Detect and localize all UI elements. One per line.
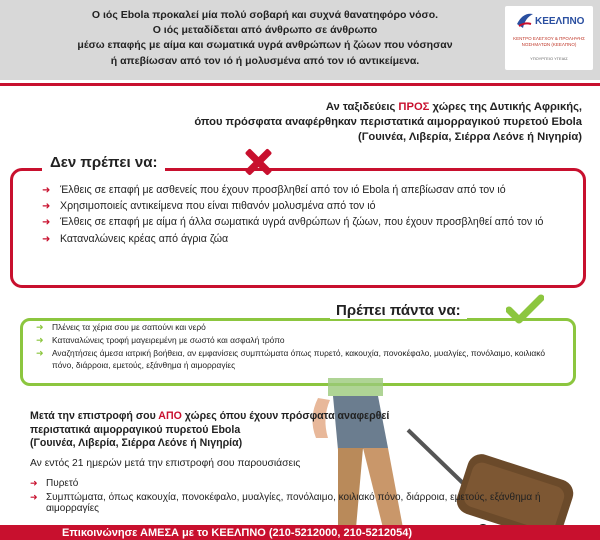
contact-text: Επικοινώνησε ΑΜΕΣΑ με το ΚΕΕΛΠΝΟ (210-5212000, 210-5212054) xyxy=(62,527,413,539)
list-item: ➜ Χρησιμοποιείς αντικείμενα που είναι πιθανόν μολυσμένα από τον ιό xyxy=(42,200,562,213)
list-item: ➜ Έλθεις σε επαφή με ασθενείς που έχουν προσβληθεί από τον ιό Ebola ή απεβίωσαν από τον ιό xyxy=(42,184,562,197)
dos-title: Πρέπει πάντα να: xyxy=(330,302,467,319)
donts-title: Δεν πρέπει να: xyxy=(42,154,165,171)
header-line: Ο ιός μεταδίδεται από άνθρωπο σε άνθρωπο xyxy=(152,24,378,37)
checkmark-icon xyxy=(506,294,544,324)
logo-ministry: ΥΠΟΥΡΓΕΙΟ ΥΓΕΙΑΣ xyxy=(530,56,568,61)
keelpno-logo xyxy=(505,6,593,70)
intro-emphasis: ΠΡΟΣ xyxy=(398,101,430,113)
intro-suffix: χώρες της Δυτικής Αφρικής, xyxy=(429,101,582,113)
bird-logo-icon xyxy=(515,10,535,32)
contact-footer xyxy=(0,525,600,540)
list-item: ➜ Συμπτώματα, όπως κακουχία, πονοκέφαλο, μυαλγίες, πονόλαιμο, κοιλιακό πόνο, διάρροια, εμετούς, εξάνθημα ή αιμορραγίες xyxy=(30,492,550,515)
header-banner xyxy=(0,0,600,80)
return-suffix: χώρες όπου έχουν πρόσφατα αναφερθεί xyxy=(181,410,390,422)
header-line: μέσω επαφής με αίμα και σωματικά υγρά ανθρώπων ή ζώων που νόσησαν xyxy=(77,39,453,52)
header-line: ή απεβίωσαν από τον ιό ή μολυσμένα από τον ιό αντικείμενα. xyxy=(110,54,420,67)
symptoms-list xyxy=(30,478,550,517)
intro-prefix: Αν ταξιδεύεις xyxy=(325,101,399,113)
list-item: ➜ Έλθεις σε επαφή με αίμα ή άλλα σωματικά υγρά ανθρώπων ή ζώων, που έχουν προσβληθεί από τον ιό xyxy=(42,216,562,229)
return-line-2: περιστατικά αιμορραγικού πυρετού Ebola xyxy=(30,423,241,436)
logo-name: ΚΕΕΛΠΝΟ xyxy=(535,16,585,27)
list-item: ➜ Πυρετό xyxy=(30,478,550,490)
return-section-heading xyxy=(30,410,410,451)
cross-icon xyxy=(244,148,272,176)
list-item: ➜ Αναζητήσεις άμεσα ιατρική βοήθεια, αν εμφανίσεις συμπτώματα όπως πυρετό, κακουχία, πονοκέφαλο, μυαλγίες, πονόλαιμο, κοιλιακό πόνο, διάρροια, εμετούς, εξάνθημα ή αιμορραγίες xyxy=(36,348,566,370)
return-line-1 xyxy=(30,410,410,424)
intro-line-2: όπου πρόσφατα αναφέρθηκαν περιστατικά αιμορραγικού πυρετού Ebola xyxy=(194,116,582,128)
return-prefix: Μετά την επιστροφή σου xyxy=(30,410,159,422)
within-21-days-text: Αν εντός 21 ημερών μετά την επιστροφή σου παρουσιάσεις xyxy=(30,458,301,469)
donts-list xyxy=(42,184,562,249)
return-line-3: (Γουινέα, Λιβερία, Σιέρρα Λεόνε ή Νιγηρία) xyxy=(30,437,243,449)
divider-band xyxy=(0,80,600,88)
list-item: ➜ Καταναλώνεις τροφή μαγειρεμένη με σωστό και ασφαλή τρόπο xyxy=(36,335,566,346)
return-emphasis: ΑΠΟ xyxy=(158,410,182,422)
logo-subtitle: ΚΕΝΤΡΟ ΕΛΕΓΧΟΥ & ΠΡΟΛΗΨΗΣ ΝΟΣΗΜΑΤΩΝ (ΚΕΕΛΠΝΟ) xyxy=(513,36,585,47)
list-item: ➜ Πλένεις τα χέρια σου με σαπούνι και νερό xyxy=(36,322,566,333)
header-text xyxy=(30,8,500,69)
intro-line-1 xyxy=(162,100,582,115)
dos-list xyxy=(36,322,566,373)
header-line: Ο ιός Ebola προκαλεί μία πολύ σοβαρή και συχνά θανατηφόρο νόσο. xyxy=(91,9,439,21)
list-item: ➜ Καταναλώνεις κρέας από άγρια ζώα xyxy=(42,233,562,246)
intro-line-3: (Γουινέα, Λιβερία, Σιέρρα Λεόνε ή Νιγηρία) xyxy=(357,131,582,143)
intro-text xyxy=(162,100,582,145)
